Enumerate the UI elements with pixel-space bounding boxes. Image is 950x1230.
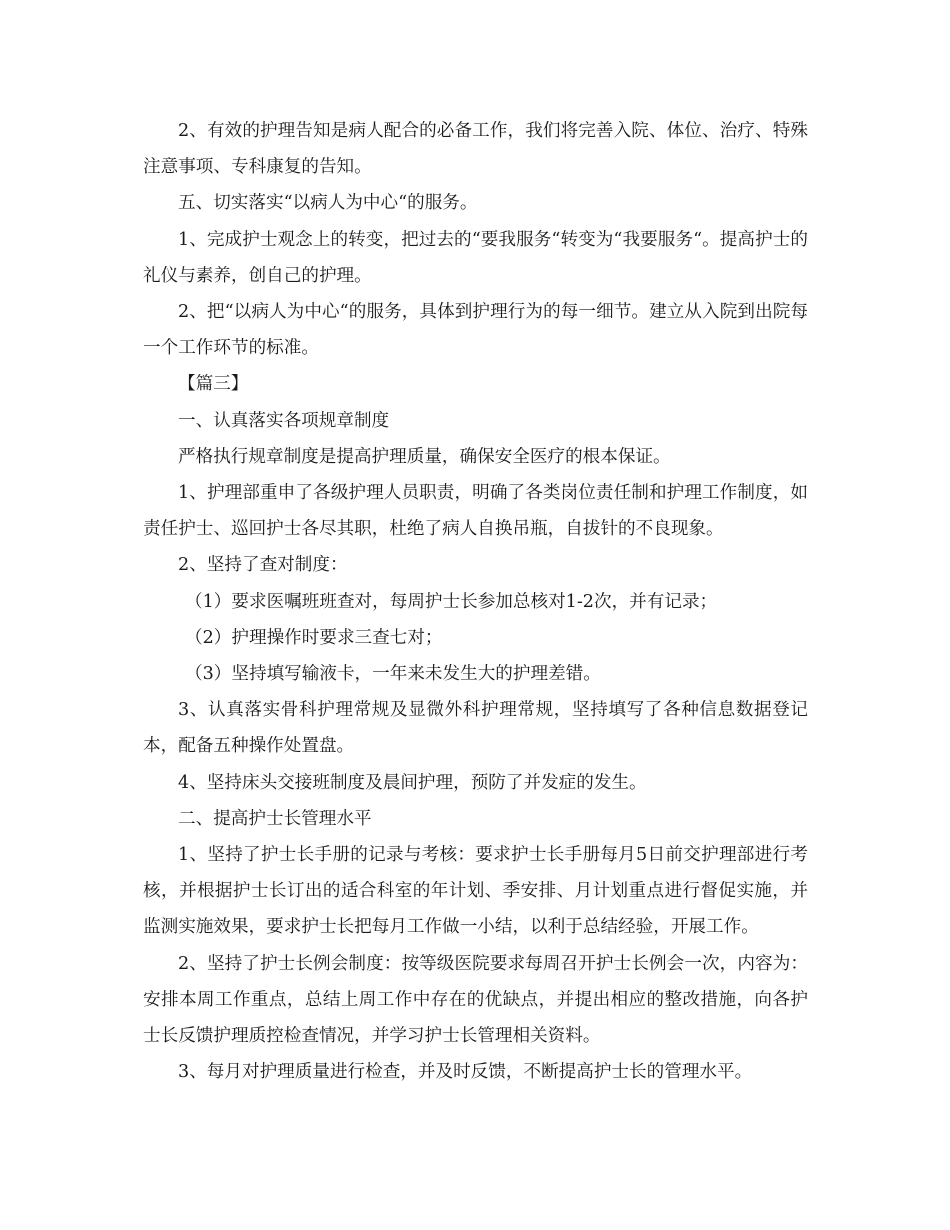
section-heading: 五、切实落实“以病人为中心“的服务。 — [178, 193, 478, 214]
list-item: （2）护理操作时要求三查七对； — [185, 627, 443, 648]
paragraph: 1、完成护士观念上的转变，把过去的“要我服务“转变为“我要服务“。提高护士的礼仪与素养，创自己的护理。 — [143, 229, 808, 286]
paragraph: 3、每月对护理质量进行检查，并及时反馈，不断提高护士长的管理水平。 — [178, 1062, 753, 1083]
paragraph: 2、有效的护理告知是病人配合的必备工作，我们将完善入院、体位、治疗、特殊注意事项、专科康复的告知。 — [143, 121, 808, 178]
paragraph: 1、护理部重申了各级护理人员职责，明确了各类岗位责任制和护理工作制度，如责任护士、巡回护士各尽其职，杜绝了病人自换吊瓶，自拔针的不良现象。 — [143, 483, 808, 540]
section-heading: 一、认真落实各项规章制度 — [178, 410, 390, 431]
document-body — [143, 113, 808, 1090]
section-heading: 二、提高护士长管理水平 — [178, 808, 372, 829]
paragraph: 4、坚持床头交接班制度及晨间护理，预防了并发症的发生。 — [178, 772, 647, 793]
paragraph: 2、把“以病人为中心“的服务，具体到护理行为的每一细节。建立从入院到出院每一个工作环节的标准。 — [143, 302, 808, 359]
paragraph: 2、坚持了护士长例会制度：按等级医院要求每周召开护士长例会一次，内容为：安排本周工作重点，总结上周工作中存在的优缺点，并提出相应的整改措施，向各护士长反馈护理质控检查情况，并学习护士长管理相关资料。 — [143, 953, 808, 1047]
list-item: （3）坚持填写输液卡，一年来未发生大的护理差错。 — [185, 664, 601, 685]
paragraph: 1、坚持了护士长手册的记录与考核：要求护士长手册每月5日前交护理部进行考核，并根据护士长订出的适合科室的年计划、季安排、月计划重点进行督促实施，并监测实施效果，要求护士长把每月工作做一小结，以利于总结经验，开展工作。 — [143, 845, 808, 938]
list-item: （1）要求医嘱班班查对，每周护士长参加总核对1-2次，并有记录； — [185, 591, 718, 612]
paragraph: 2、坚持了查对制度： — [178, 555, 348, 576]
chapter-heading: 【篇三】 — [178, 374, 249, 395]
paragraph: 严格执行规章制度是提高护理质量，确保安全医疗的根本保证。 — [178, 446, 671, 467]
paragraph: 3、认真落实骨科护理常规及显微外科护理常规，坚持填写了各种信息数据登记本，配备五种操作处置盘。 — [143, 700, 808, 757]
